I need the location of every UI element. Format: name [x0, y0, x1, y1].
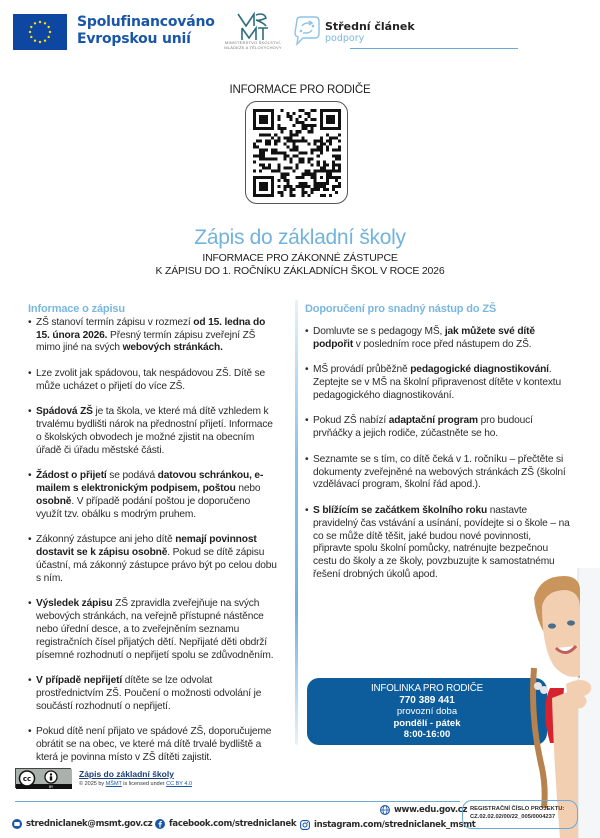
speech-bubble-arrows-icon: [293, 16, 321, 46]
contact-email[interactable]: [12, 819, 152, 829]
contact-instagram[interactable]: [300, 820, 476, 830]
contact-web[interactable]: [380, 805, 467, 815]
registration-number: CZ.02.02.02/00/22_005/0004237: [470, 814, 556, 820]
info-item: [28, 534, 278, 585]
emphasis-text: nemají povinnost dostavit se k zápisu osobně: [36, 534, 257, 559]
info-item: [28, 598, 278, 662]
page-subtitle: [0, 252, 600, 278]
body-text: pro budoucí prvňáčky a jejich rodiče, zúčastněte se ho.: [313, 415, 533, 440]
infoline-phone[interactable]: 770 389 441: [399, 694, 455, 706]
license-author-link[interactable]: MŠMT: [105, 781, 122, 787]
body-text: se podává: [106, 470, 158, 482]
emphasis-text: S blížícím se začátkem školního roku: [313, 504, 488, 516]
info-list: [28, 317, 278, 765]
emphasis-text: adaptační program: [388, 415, 478, 427]
qr-code-icon[interactable]: [245, 101, 348, 204]
girl-peeking-illustration: [520, 568, 600, 838]
recommendation-item: [305, 415, 570, 441]
emphasis-text: Žádost o přijetí: [36, 470, 107, 482]
recommendations-list: [305, 326, 570, 582]
globe-icon: [380, 805, 390, 815]
license-name-link[interactable]: CC BY 4.0: [166, 781, 193, 787]
ssp-subtitle: podpory: [325, 33, 365, 44]
subtitle-line2: K ZÁPISU DO 1. ROČNÍKU ZÁKLADNÍCH ŠKOL V ROCE 2026: [155, 265, 445, 277]
info-item: [28, 726, 278, 764]
facebook-text[interactable]: facebook.com/stredniclanek: [169, 819, 297, 829]
infoline-hours-label: provozní doba: [396, 706, 458, 717]
body-text: . Pokud se dítě zápisu účastní, má zákonný zástupce právo být po celou dobu s ním.: [36, 547, 277, 584]
header: [13, 13, 588, 53]
emphasis-text: pedagogické diagnostikování: [410, 364, 549, 376]
body-text: Lze zvolit jak spádovou, tak nespádovou ZŠ. Dítě se může ucházet o přijetí do více ZŠ.: [36, 367, 266, 392]
eu-text-line2: Evropskou unií: [77, 31, 191, 47]
instagram-icon: [300, 820, 310, 830]
web-text[interactable]: www.edu.gov.cz: [394, 805, 468, 815]
subtitle-line1: INFORMACE PRO ZÁKONNÉ ZÁSTUPCE: [202, 252, 398, 264]
license-middle: is licensed under: [121, 781, 167, 787]
page-title: Zápis do základní školy: [194, 226, 406, 249]
eu-cofunded-text: [77, 14, 215, 48]
emphasis-text: jak můžete své dítě podpořit: [313, 325, 535, 350]
info-item: [28, 470, 278, 521]
column-divider: [295, 300, 298, 745]
msmt-line1: MINISTERSTVO ŠKOLSTVÍ,: [224, 40, 282, 45]
body-text: je ta škola, ve které má dítě vzhledem k trvalému bydlišti nárok na přednostní přijetí. Informace o školských obvodech je možné zjistit na obecním úřadě či úřadu městské části.: [36, 406, 273, 456]
qr-label: INFORMACE PRO RODIČE: [229, 84, 371, 96]
license-prefix: © 2025 by: [79, 781, 106, 787]
emphasis-text: Výsledek zápisu: [36, 598, 113, 610]
header-divider: [350, 48, 518, 49]
info-item: [28, 675, 278, 713]
contact-facebook[interactable]: [155, 819, 296, 829]
emphasis-text: Spádová ZŠ: [36, 406, 93, 418]
body-text: Pokud ZŠ nabízí: [313, 415, 389, 427]
cc-by-badge-icon[interactable]: [15, 768, 71, 788]
body-text: nebo: [235, 483, 261, 495]
msmt-logo: [218, 12, 288, 52]
footer-divider: [15, 801, 460, 802]
email-text[interactable]: stredniclanek@msmt.gov.cz: [26, 819, 153, 829]
emphasis-text: V případě nepřijetí: [36, 675, 123, 687]
emphasis-text: datovou schránkou, e-mailem s elektronickým podpisem, poštou: [36, 470, 264, 495]
license-attribution: [79, 781, 192, 787]
body-text: dítěte se lze odvolat prostřednictvím ZŠ. Poučení o možnosti odvolání je součástí rozhodnutí o nepřijetí.: [36, 675, 262, 712]
body-text: Pokud dítě není přijato ve spádové ZŠ, doporučujeme obrátit se na obec, ve které má dítě trvalé bydliště a která je povinna místo v ZŠ dítěti zajistit.: [36, 726, 272, 763]
body-text: Zákonný zástupce ani jeho dítě: [36, 534, 176, 546]
recommendation-item: [305, 454, 570, 492]
infoline-box: [307, 678, 547, 745]
info-column: [28, 303, 278, 777]
emphasis-text: osobně: [36, 495, 72, 507]
email-icon: [12, 819, 22, 829]
recommendations-heading: Doporučení pro snadný nástup do ZŠ: [305, 303, 497, 315]
svg-text:cc: cc: [22, 775, 32, 783]
license-work-title-link[interactable]: Zápis do základní školy: [79, 769, 174, 779]
info-item: [28, 317, 278, 355]
recommendation-item: [305, 364, 570, 402]
body-text: ZŠ zpravidla zveřejňuje na svých webových stránkách, na veřejně přístupné nástěnce nebo úřední desce, a to zveřejněním seznamu registračních čísel přijatých dětí. Nepřijaté děti obdrží písemné rozhodnutí o nepřijetí spolu se zdůvodněním.: [36, 598, 274, 661]
eu-text-line1: Spolufinancováno: [77, 14, 215, 30]
body-text: Přesný termín zápisu zveřejní ZŠ mimo jiné na svých: [36, 329, 256, 354]
svg-text:BY: BY: [48, 785, 54, 789]
body-text: v posledním roce před nástupem do ZŠ.: [353, 338, 532, 350]
ssp-title: Střední článek: [325, 20, 415, 33]
registration-number-box: [462, 800, 578, 829]
msmt-logo-icon: [236, 12, 270, 42]
body-text: . V případě podání poštou je doporučeno využít tzv. obálku s modrým pruhem.: [36, 495, 251, 520]
emphasis-text: od 15. ledna do 15. února 2026.: [36, 316, 266, 341]
info-item: [28, 368, 278, 394]
infoline-time: 8:00-16:00: [403, 729, 451, 740]
instagram-text[interactable]: instagram.com/stredniclanek_msmt: [314, 820, 476, 830]
body-text: . Zeptejte se v MŠ na školní připravenost dítěte v kontextu pedagogického diagnostikování.: [313, 364, 561, 401]
body-text: ZŠ stanoví termín zápisu v rozmezí: [36, 316, 194, 328]
body-text: Seznamte se s tím, co dítě čeká v 1. ročníku – přečtěte si dokumenty zveřejněné na webových stránkách ZŠ (školní vzdělávací program, školní řád apod.).: [313, 453, 566, 491]
registration-label: REGISTRAČNÍ ČÍSLO PROJEKTU:: [470, 806, 565, 812]
infoline-title: INFOLINKA PRO RODIČE: [371, 683, 483, 694]
recommendation-item: [305, 326, 570, 352]
body-text: MŠ provádí průběžně: [313, 364, 411, 376]
recommendations-column: [305, 303, 570, 595]
emphasis-text: webových stránkách.: [122, 342, 223, 354]
body-text: Domluvte se s pedagogy MŠ,: [313, 325, 445, 337]
info-item: [28, 406, 278, 457]
body-text: nastavte pravidelný čas vstávání a usínání, povídejte si o škole – na co se může dítě těšit, jaké budou nové povinnosti, připravte spolu školní pomůcky, natrénujte bezpečnou cestu do školy a ze školy, povzbuzujte k samostatnému řešení drobných úkolů apod.: [313, 504, 570, 580]
infoline-days: pondělí - pátek: [393, 717, 461, 729]
info-heading: Informace o zápisu: [28, 303, 125, 315]
msmt-subtitle: [218, 40, 288, 50]
eu-flag-icon: [13, 14, 67, 50]
facebook-icon: [155, 819, 165, 829]
msmt-line2: MLÁDEŽE A TĚLOVÝCHOVY: [224, 45, 282, 50]
